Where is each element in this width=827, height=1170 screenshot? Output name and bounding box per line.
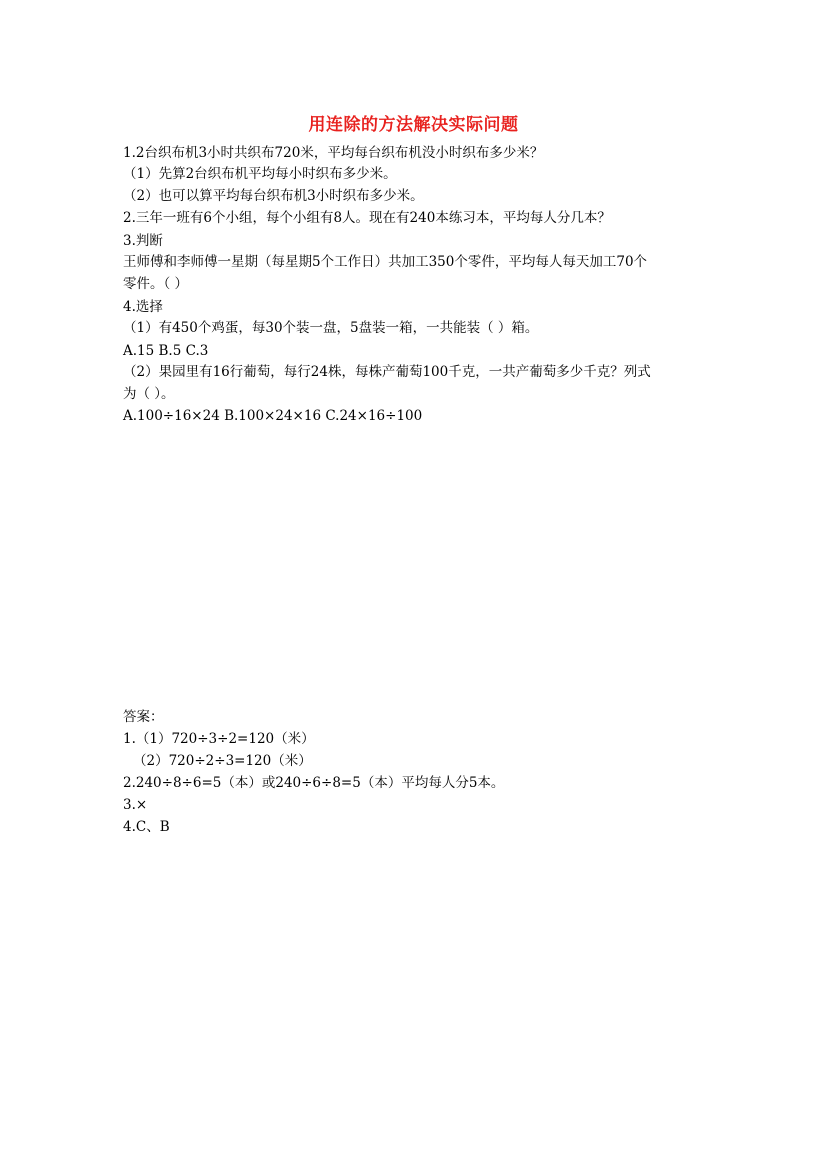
question-2: 2.三年一班有6个小组，每个小组有8人。现在有240本练习本，平均每人分几本？ [123,210,611,226]
document-title: 用连除的方法解决实际问题 [308,115,519,135]
answers-heading: 答案： [123,709,164,725]
answer-3: 3.× [123,797,148,813]
answer-1-part-2: （2）720÷2÷3=120（米） [133,753,312,769]
question-3-line-1: 王师傅和李师傅一星期（每星期5个工作日）共加工350个零件，平均每人每天加工70个 [123,254,648,270]
answer-4: 4.C、B [123,819,170,835]
question-4-part-1-options: A.15 B.5 C.3 [123,343,209,359]
question-4-part-2-line-2: 为（ ）。 [123,386,175,402]
question-1-part-1: （1）先算2台织布机平均每小时织布多少米。 [123,166,397,182]
question-4-heading: 4.选择 [123,299,163,315]
question-1-part-2: （2）也可以算平均每台织布机3小时织布多少米。 [123,188,424,204]
question-4-part-2-options: A.100÷16×24 B.100×24×16 C.24×16÷100 [123,408,423,424]
answer-2: 2.240÷8÷6=5（本）或240÷6÷8=5（本）平均每人分5本。 [123,775,505,791]
question-4-part-2-line-1: （2）果园里有16行葡萄，每行24株，每株产葡萄100千克，一共产葡萄多少千克？列式 [123,364,651,380]
question-3-heading: 3.判断 [123,233,163,249]
question-1: 1.2台织布机3小时共织布720米，平均每台织布机没小时织布多少米？ [123,145,544,161]
answer-1-part-1: 1.（1）720÷3÷2=120（米） [123,731,315,747]
question-3-line-2: 零件。（ ） [123,276,189,292]
question-4-part-1: （1）有450个鸡蛋，每30个装一盘，5盘装一箱，一共能装（ ）箱。 [123,320,539,336]
